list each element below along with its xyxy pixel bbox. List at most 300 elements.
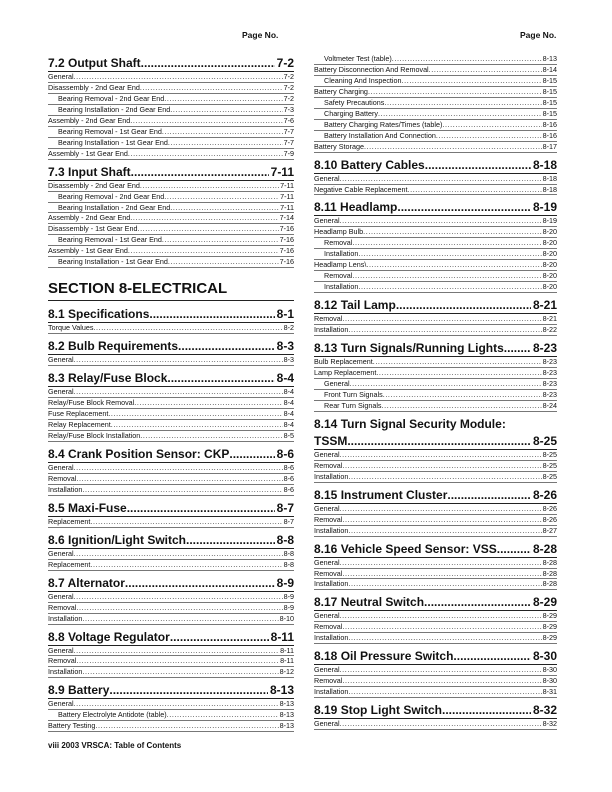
toc-entry-page: 8-22: [542, 325, 557, 335]
toc-entry[interactable]: [314, 569, 557, 580]
toc-entry[interactable]: [48, 83, 294, 94]
toc-entry[interactable]: [48, 192, 294, 203]
dot-leader: [167, 710, 279, 720]
dot-leader: [436, 131, 542, 141]
toc-entry-page: 8-20: [542, 271, 557, 281]
toc-entry[interactable]: [314, 249, 557, 260]
toc-entry-page: 7-7: [283, 126, 294, 136]
dot-leader: [347, 434, 531, 449]
toc-entry[interactable]: [48, 246, 294, 257]
toc-entry-title: General: [324, 378, 350, 388]
toc-entry-title: Installation: [324, 249, 359, 259]
toc-entry[interactable]: [314, 687, 557, 698]
toc-entry-page: 8-18: [542, 184, 557, 194]
toc-entry[interactable]: [314, 504, 557, 515]
toc-group: [314, 298, 557, 336]
toc-heading-page: 8-7: [276, 500, 294, 515]
dot-leader: [429, 65, 542, 75]
toc-entry-page: 8-13: [279, 721, 294, 731]
toc-entry[interactable]: [314, 216, 557, 227]
toc-heading[interactable]: [314, 298, 557, 314]
toc-heading-title: 8.3 Relay/Fuse Block: [48, 371, 168, 386]
toc-entry[interactable]: [48, 257, 294, 268]
toc-entry[interactable]: [314, 579, 557, 590]
dot-leader: [340, 450, 542, 460]
toc-entry-title: General: [48, 645, 74, 655]
toc-entry[interactable]: [314, 98, 557, 109]
toc-entry-title: Removal: [324, 238, 353, 248]
toc-heading-page: 8-1: [276, 307, 294, 322]
toc-heading-title: 8.14 Turn Signal Security Module:: [314, 416, 506, 431]
toc-heading-page: 8-11: [270, 629, 294, 644]
toc-entry-title: Bulb Replacement: [314, 357, 373, 367]
toc-heading-page: 8-9: [276, 575, 294, 590]
toc-entry[interactable]: [48, 420, 294, 431]
toc-entry[interactable]: [48, 94, 294, 105]
toc-entry-page: 8-4: [283, 398, 294, 408]
toc-entry[interactable]: [48, 213, 294, 224]
dot-leader: [170, 203, 279, 213]
toc-heading-title: 8.5 Maxi-Fuse: [48, 500, 127, 515]
toc-entry[interactable]: [314, 109, 557, 120]
toc-heading[interactable]: [48, 533, 294, 549]
toc-entry-page: 8-7: [283, 516, 294, 526]
dot-leader: [364, 142, 542, 152]
toc-heading-page: 8-21: [532, 298, 557, 313]
toc-entry[interactable]: [314, 665, 557, 676]
toc-entry-page: 8-10: [279, 613, 294, 623]
toc-entry[interactable]: [314, 227, 557, 238]
toc-group: [48, 307, 294, 334]
toc-heading-page: 8-32: [532, 703, 557, 718]
toc-entry-page: 8-28: [542, 579, 557, 589]
toc-entry-title: Installation: [324, 282, 359, 292]
toc-entry-title: Safety Precautions: [324, 97, 385, 107]
toc-entry-title: Front Turn Signals: [324, 389, 383, 399]
dot-leader: [442, 703, 531, 718]
toc-heading-title: 8.1 Specifications: [48, 307, 150, 322]
dot-leader: [76, 474, 282, 484]
dot-leader: [340, 216, 542, 226]
toc-entry[interactable]: [314, 558, 557, 569]
toc-entry-title: Removal: [314, 514, 343, 524]
dot-leader: [368, 87, 542, 97]
toc-heading-title: 8.15 Instrument Cluster: [314, 487, 448, 502]
toc-heading[interactable]: [314, 649, 557, 665]
toc-entry-title: Installation: [48, 667, 83, 677]
toc-entry-page: 7-11: [280, 180, 294, 190]
dot-leader: [76, 656, 279, 666]
toc-heading-page: 8-29: [532, 595, 557, 610]
dot-leader: [95, 721, 278, 731]
toc-entry[interactable]: [314, 611, 557, 622]
toc-entry[interactable]: [48, 614, 294, 625]
toc-heading-title: 7.2 Output Shaft: [48, 56, 141, 70]
toc-entry-page: 7-9: [283, 148, 294, 158]
toc-entry[interactable]: [48, 409, 294, 420]
toc-heading[interactable]: [314, 703, 557, 719]
dot-leader: [141, 56, 275, 71]
toc-heading-page: 7-2: [276, 56, 294, 70]
dot-leader: [424, 595, 531, 610]
toc-entry-title: Headlamp Lens\: [314, 260, 367, 270]
toc-entry-page: 8-14: [542, 64, 557, 74]
dot-leader: [342, 622, 541, 632]
toc-entry[interactable]: [48, 667, 294, 678]
toc-entry-title: General: [314, 719, 340, 729]
toc-heading-title: TSSM: [314, 433, 348, 448]
dot-leader: [342, 314, 541, 324]
dot-leader: [348, 687, 541, 697]
toc-entry[interactable]: [48, 699, 294, 710]
toc-heading-page: 8-4: [276, 371, 294, 386]
toc-entry-page: 8-28: [542, 568, 557, 578]
toc-entry[interactable]: [314, 131, 557, 142]
toc-entry[interactable]: [314, 633, 557, 644]
toc-entry[interactable]: [48, 398, 294, 409]
dot-leader: [358, 282, 541, 292]
toc-entry-title: Rear Turn Signals: [324, 400, 382, 410]
toc-entry[interactable]: [48, 387, 294, 398]
toc-entry[interactable]: [48, 355, 294, 366]
toc-entry-title: Battery Electrolyte Antidote (table): [58, 710, 167, 720]
dot-leader: [140, 181, 279, 191]
dot-leader: [149, 307, 274, 322]
toc-entry[interactable]: [314, 271, 557, 282]
toc-entry[interactable]: [314, 676, 557, 687]
toc-entry-title: General: [314, 557, 340, 567]
dot-leader: [348, 579, 541, 589]
toc-entry[interactable]: [314, 120, 557, 131]
toc-entry[interactable]: [48, 517, 294, 528]
toc-entry-page: 7-3: [283, 104, 294, 114]
toc-entry[interactable]: [314, 87, 557, 98]
page-no-label-right: Page No.: [520, 30, 557, 40]
toc-entry-title: Removal: [48, 656, 77, 666]
dot-leader: [109, 683, 268, 698]
toc-entry[interactable]: [314, 450, 557, 461]
toc-entry-page: 8-30: [542, 665, 557, 675]
dot-leader: [162, 127, 283, 137]
toc-entry[interactable]: [48, 463, 294, 474]
toc-heading[interactable]: [314, 341, 557, 357]
toc-heading[interactable]: [48, 630, 294, 646]
toc-group: [314, 54, 557, 153]
toc-entry-page: 8-20: [542, 227, 557, 237]
toc-entry[interactable]: [48, 721, 294, 732]
toc-entry-page: 8-25: [542, 449, 557, 459]
dot-leader: [358, 249, 541, 259]
dot-leader: [229, 447, 274, 462]
toc-entry[interactable]: [48, 72, 294, 83]
toc-heading-continued[interactable]: [314, 434, 557, 450]
toc-heading[interactable]: [314, 417, 557, 432]
toc-entry-title: General: [314, 216, 340, 226]
toc-entry[interactable]: [314, 368, 557, 379]
toc-entry[interactable]: [314, 390, 557, 401]
toc-entry-title: General: [314, 503, 340, 513]
toc-entry-page: 8-13: [542, 54, 557, 63]
dot-leader: [342, 461, 541, 471]
toc-entry-page: 8-26: [542, 503, 557, 513]
toc-entry[interactable]: [314, 65, 557, 76]
toc-entry-page: 8-11: [280, 645, 294, 655]
toc-entry[interactable]: [314, 515, 557, 526]
toc-entry[interactable]: [48, 560, 294, 571]
toc-entry-title: Removal: [314, 622, 343, 632]
dot-leader: [131, 165, 269, 180]
toc-entry-title: General: [48, 699, 74, 709]
dot-leader: [348, 472, 541, 482]
toc-heading-title: 8.16 Vehicle Speed Sensor: VSS: [314, 541, 497, 556]
toc-entry[interactable]: [314, 461, 557, 472]
dot-leader: [342, 676, 541, 686]
toc-entry[interactable]: [48, 646, 294, 657]
dot-leader: [137, 224, 278, 234]
toc-entry[interactable]: [48, 224, 294, 235]
toc-entry[interactable]: [48, 323, 294, 334]
toc-entry-page: 8-13: [279, 699, 294, 709]
toc-heading[interactable]: [314, 542, 557, 558]
dot-leader: [74, 355, 283, 365]
dot-leader: [170, 105, 282, 115]
dot-leader: [352, 271, 541, 281]
toc-entry-page: 8-29: [542, 633, 557, 643]
toc-entry[interactable]: [314, 314, 557, 325]
toc-heading[interactable]: [48, 576, 294, 592]
toc-entry-title: Removal: [48, 473, 77, 483]
toc-entry-title: General: [314, 665, 340, 675]
toc-entry[interactable]: [314, 379, 557, 390]
toc-entry-title: Installation: [314, 525, 349, 535]
toc-entry[interactable]: [48, 592, 294, 603]
dot-leader: [168, 257, 279, 267]
toc-column-right: [314, 54, 557, 735]
dot-leader: [90, 560, 282, 570]
toc-heading-title: 8.17 Neutral Switch: [314, 595, 425, 610]
toc-entry[interactable]: [48, 127, 294, 138]
toc-entry-page: 8-26: [542, 514, 557, 524]
toc-entry-page: 8-3: [283, 355, 294, 365]
toc-entry[interactable]: [48, 656, 294, 667]
toc-entry[interactable]: [48, 203, 294, 214]
dot-leader: [74, 699, 279, 709]
dot-leader: [348, 526, 541, 536]
toc-entry-page: 8-11: [280, 656, 294, 666]
toc-entry[interactable]: [314, 142, 557, 153]
dot-leader: [396, 298, 531, 313]
toc-heading-title: 8.9 Battery: [48, 683, 110, 698]
toc-entry[interactable]: [48, 431, 294, 442]
dot-leader: [130, 116, 282, 126]
toc-entry-page: 8-6: [283, 473, 294, 483]
toc-entry-title: Removal: [314, 676, 343, 686]
dot-leader: [340, 174, 542, 184]
toc-entry-page: 7-6: [283, 115, 294, 125]
toc-group: [48, 630, 294, 679]
toc-entry-page: 7-7: [283, 137, 294, 147]
toc-entry-page: 7-11: [280, 191, 294, 201]
dot-leader: [408, 185, 542, 195]
toc-entry[interactable]: [314, 401, 557, 412]
dot-leader: [74, 387, 283, 397]
dot-leader: [186, 533, 275, 548]
toc-heading[interactable]: [314, 158, 557, 174]
toc-heading-title: 8.11 Headlamp: [314, 200, 398, 215]
toc-entry-title: Bearing Installation - 1st Gear End: [58, 137, 168, 147]
toc-heading-page: 8-19: [532, 200, 557, 215]
toc-heading-title: 8.12 Tail Lamp: [314, 298, 396, 313]
dot-leader: [342, 569, 541, 579]
dot-leader: [383, 390, 542, 400]
toc-entry-title: Battery Testing: [48, 721, 96, 731]
dot-leader: [378, 109, 542, 119]
toc-entry-page: 8-5: [283, 430, 294, 440]
dot-leader: [164, 94, 282, 104]
toc-entry[interactable]: [314, 282, 557, 293]
toc-heading[interactable]: [48, 56, 294, 72]
toc-group: [48, 533, 294, 571]
toc-entry-page: 8-18: [542, 173, 557, 183]
toc-entry-title: General: [314, 611, 340, 621]
toc-heading[interactable]: [48, 307, 294, 323]
toc-group: [314, 703, 557, 730]
toc-entry-title: Bearing Installation - 1st Gear End: [58, 257, 168, 267]
toc-entry[interactable]: [48, 549, 294, 560]
toc-entry-page: 8-2: [283, 323, 294, 333]
toc-group: [314, 158, 557, 196]
toc-entry[interactable]: [314, 238, 557, 249]
dot-leader: [342, 515, 541, 525]
toc-entry-page: 8-19: [542, 216, 557, 226]
dot-leader: [352, 238, 541, 248]
toc-entry-page: 8-32: [542, 719, 557, 729]
dot-leader: [127, 501, 275, 516]
toc-entry[interactable]: [48, 474, 294, 485]
toc-entry[interactable]: [48, 710, 294, 721]
toc-entry[interactable]: [314, 76, 557, 87]
dot-leader: [108, 409, 282, 419]
toc-heading-title: 8.6 Ignition/Light Switch: [48, 532, 186, 547]
toc-heading[interactable]: [48, 683, 294, 699]
toc-entry-page: 8-25: [542, 471, 557, 481]
toc-heading-page: 8-18: [532, 157, 557, 172]
dot-leader: [74, 72, 283, 82]
toc-entry-title: Voltmeter Test (table): [324, 54, 392, 63]
toc-group: [48, 339, 294, 366]
toc-entry-title: Removal: [314, 568, 343, 578]
toc-entry[interactable]: [314, 54, 557, 65]
toc-heading[interactable]: [48, 339, 294, 355]
toc-entry[interactable]: [314, 174, 557, 185]
dot-leader: [164, 192, 279, 202]
toc-entry[interactable]: [48, 485, 294, 496]
toc-heading[interactable]: [314, 488, 557, 504]
toc-heading-page: 8-13: [269, 683, 294, 698]
dot-leader: [397, 200, 531, 215]
toc-heading[interactable]: [48, 165, 294, 181]
toc-entry-title: Bearing Installation - 2nd Gear End: [58, 104, 171, 114]
dot-leader: [168, 138, 283, 148]
toc-entry[interactable]: [314, 325, 557, 336]
toc-entry[interactable]: [48, 149, 294, 160]
toc-entry[interactable]: [48, 138, 294, 149]
toc-entry[interactable]: [314, 260, 557, 271]
toc-entry-title: Replacement: [48, 559, 91, 569]
dot-leader: [74, 549, 283, 559]
dot-leader: [366, 260, 541, 270]
toc-entry-page: 8-25: [542, 460, 557, 470]
toc-entry[interactable]: [314, 185, 557, 196]
toc-entry-page: 8-15: [542, 108, 557, 118]
dot-leader: [392, 54, 542, 64]
toc-group: [314, 542, 557, 591]
toc-group: [48, 165, 294, 269]
toc-entry-page: 8-16: [542, 130, 557, 140]
toc-entry-page: 8-20: [542, 282, 557, 292]
dot-leader: [162, 235, 279, 245]
toc-entry-page: 8-27: [542, 525, 557, 535]
toc-entry-title: Battery Storage: [314, 141, 364, 151]
toc-entry-page: 8-23: [542, 357, 557, 367]
toc-entry-title: Battery Installation And Connection: [324, 130, 436, 140]
toc-heading-title: 8.8 Voltage Regulator: [48, 629, 170, 644]
toc-entry-page: 8-8: [283, 559, 294, 569]
toc-entry[interactable]: [48, 105, 294, 116]
toc-heading[interactable]: [48, 447, 294, 463]
dot-leader: [76, 603, 282, 613]
toc-entry-page: 8-23: [542, 389, 557, 399]
toc-entry[interactable]: [314, 526, 557, 537]
toc-entry[interactable]: [48, 235, 294, 246]
toc-entry-title: Installation: [314, 471, 349, 481]
toc-heading-title: 8.10 Battery Cables: [314, 157, 425, 172]
toc-entry[interactable]: [314, 357, 557, 368]
dot-leader: [453, 649, 531, 664]
toc-entry-page: 8-4: [283, 387, 294, 397]
dot-leader: [340, 719, 542, 729]
toc-group: [314, 595, 557, 644]
toc-entry[interactable]: [48, 181, 294, 192]
dot-leader: [74, 463, 283, 473]
toc-entry-page: 8-6: [283, 462, 294, 472]
toc-heading[interactable]: [314, 595, 557, 611]
dot-leader: [82, 667, 278, 677]
dot-leader: [128, 149, 283, 159]
toc-entry[interactable]: [314, 622, 557, 633]
toc-entry[interactable]: [48, 116, 294, 127]
toc-entry-title: Battery Disconnection And Removal: [314, 64, 429, 74]
toc-entry-title: Removal: [324, 271, 353, 281]
toc-heading-page: 8-23: [532, 341, 557, 356]
toc-heading-page: 8-3: [276, 339, 294, 354]
toc-entry-page: 8-29: [542, 622, 557, 632]
toc-group: [314, 417, 557, 483]
toc-entry-page: 7-16: [279, 235, 294, 245]
toc-entry-page: 8-8: [283, 548, 294, 558]
toc-entry[interactable]: [48, 603, 294, 614]
toc-heading[interactable]: [48, 501, 294, 517]
toc-heading[interactable]: [314, 200, 557, 216]
dot-leader: [74, 592, 283, 602]
toc-entry-page: 8-12: [279, 667, 294, 677]
toc-entry-title: Assembly - 2nd Gear End: [48, 213, 131, 223]
toc-entry-page: 8-28: [542, 557, 557, 567]
toc-entry[interactable]: [314, 719, 557, 730]
toc-heading[interactable]: [48, 371, 294, 387]
toc-entry-page: 8-20: [542, 238, 557, 248]
toc-entry[interactable]: [314, 472, 557, 483]
